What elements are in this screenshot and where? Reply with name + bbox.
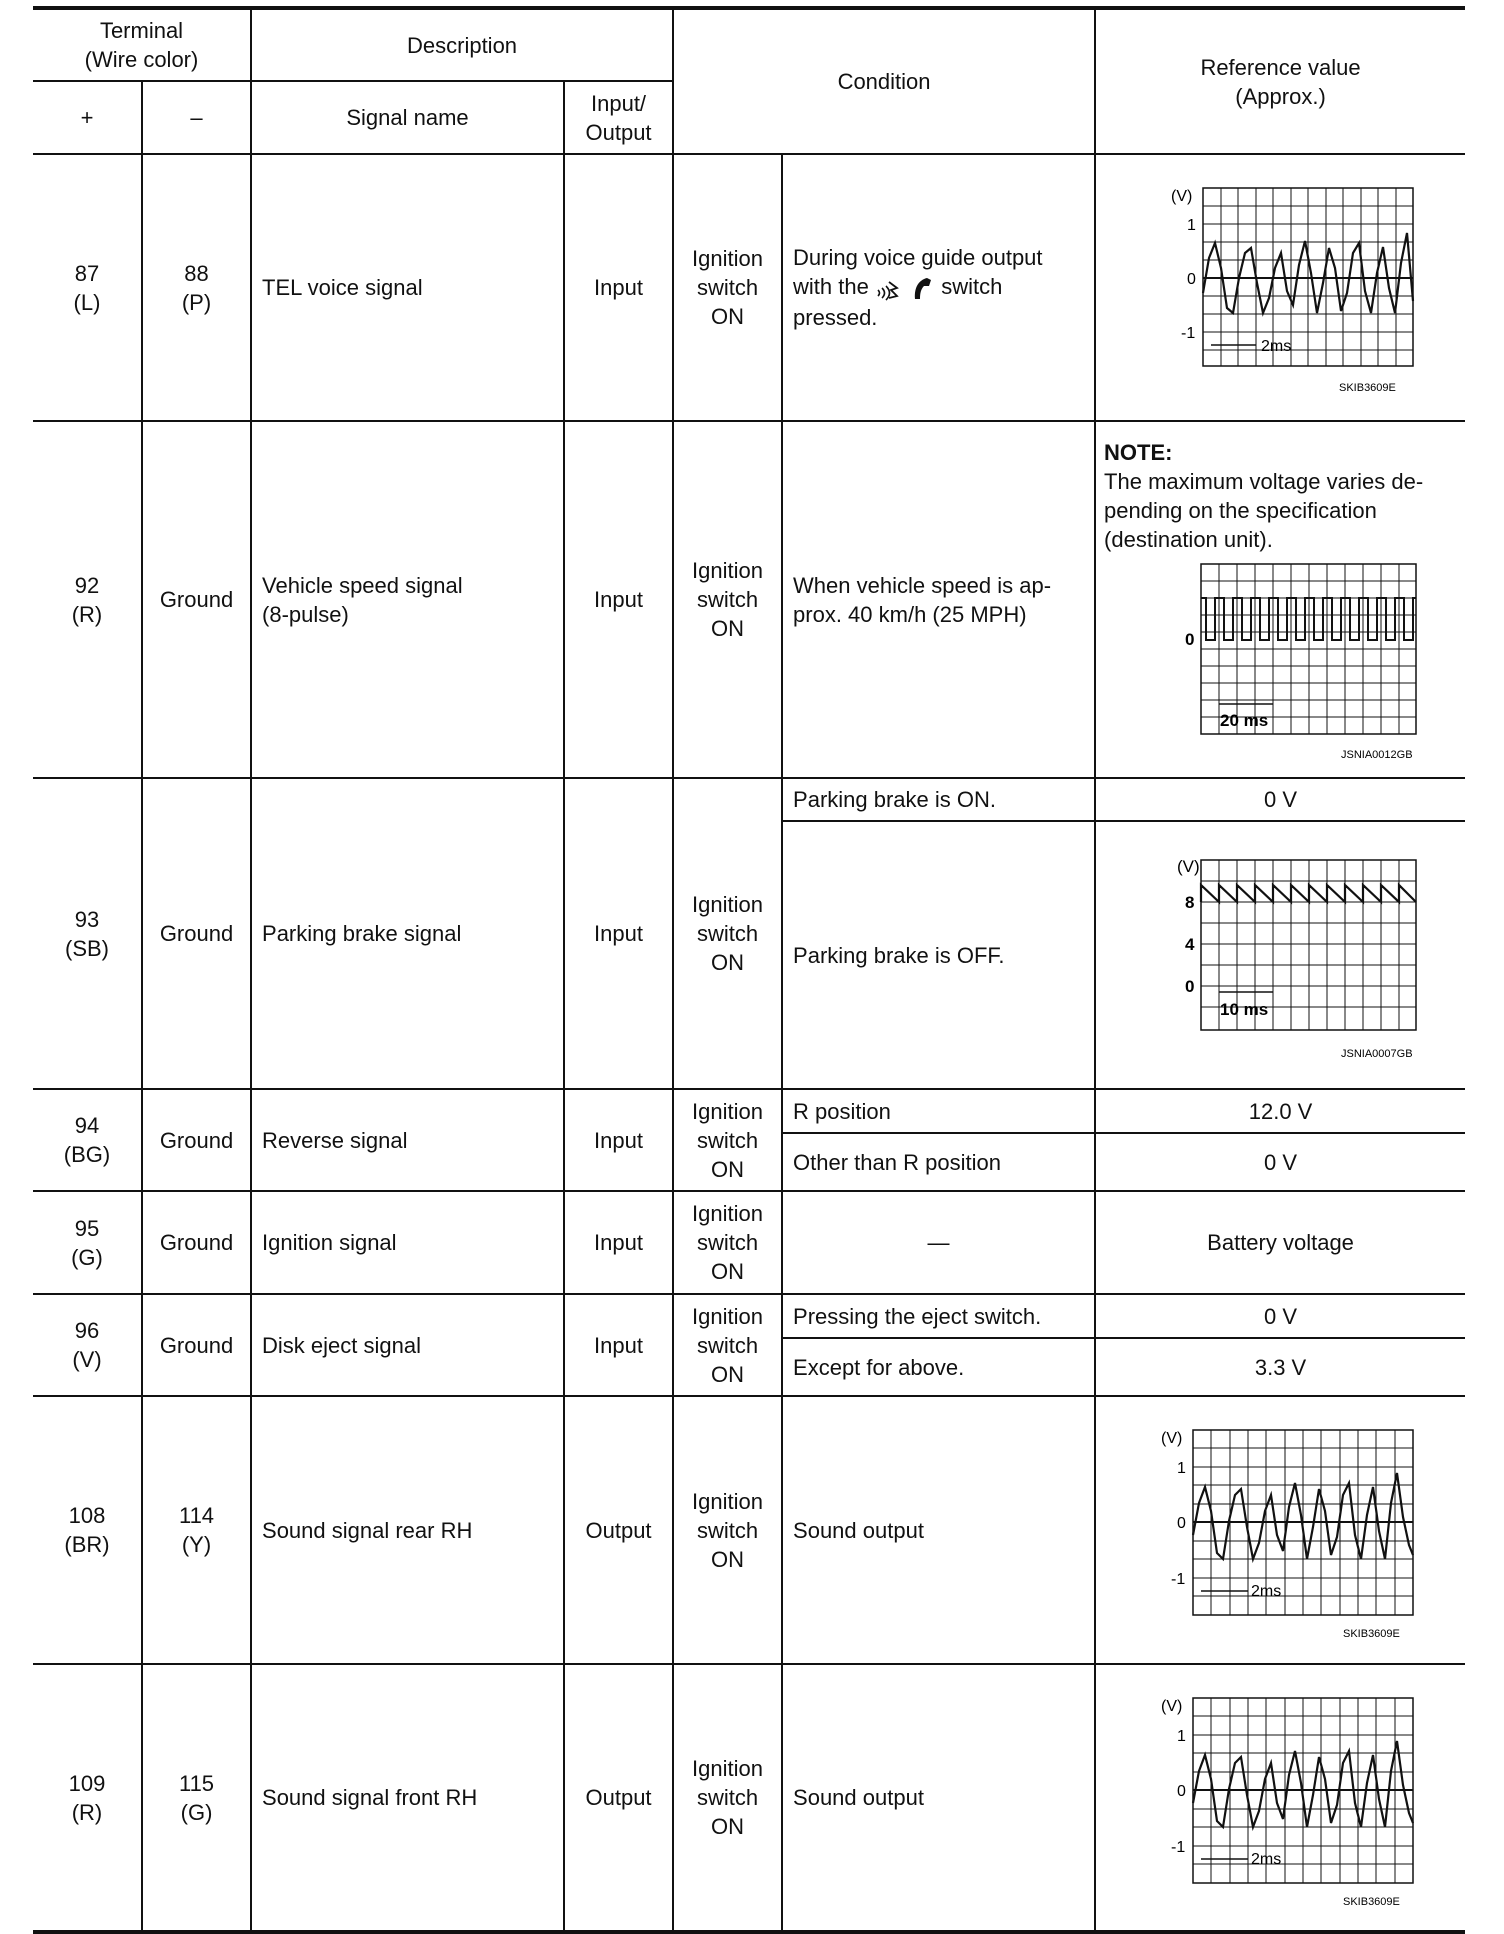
voice-recognition-icon	[875, 276, 903, 302]
wire-color: (BR)	[64, 1532, 110, 1557]
input-output: Input	[564, 1294, 673, 1396]
y-unit-label: (V)	[1170, 187, 1192, 205]
terminal-number: 88	[184, 260, 209, 286]
note-line: The maximum voltage varies de-	[1104, 468, 1424, 494]
wire-color: (G)	[180, 1799, 213, 1825]
reference-waveform-cell	[1095, 1664, 1465, 1932]
switch-word: switch	[696, 587, 759, 612]
y-tick-label: 4	[1184, 935, 1195, 954]
condition-text: R position	[782, 1089, 1095, 1133]
table-row	[33, 1294, 1465, 1338]
minus-terminal: Ground	[142, 1294, 251, 1396]
reference-value: 0 V	[1095, 778, 1465, 821]
signal-name-header: Signal name	[251, 81, 564, 154]
table-row	[33, 1191, 1465, 1294]
input-output: Input	[564, 1191, 673, 1294]
header-row-1	[33, 8, 1465, 81]
condition-line: pressed.	[793, 304, 878, 330]
table-row	[33, 1089, 1465, 1133]
input-output: Input	[564, 1089, 673, 1191]
wire-color: (SB)	[65, 935, 109, 961]
audio-waveform-chart	[1121, 173, 1441, 403]
plus-terminal	[33, 1664, 142, 1932]
ignition-condition	[673, 1294, 782, 1396]
plus-terminal	[33, 1191, 142, 1294]
audio-waveform-chart	[1121, 1683, 1441, 1913]
wire-color: (G)	[71, 1244, 103, 1270]
wire-color: (V)	[72, 1347, 102, 1372]
y-tick-label: 0	[1176, 1782, 1186, 1800]
table-row	[33, 778, 1465, 821]
input-output: Input	[564, 421, 673, 778]
y-unit-label: (V)	[1160, 1697, 1182, 1715]
minus-header: –	[142, 81, 251, 154]
terminal-number: 87	[74, 260, 100, 286]
wire-color: (P)	[181, 289, 212, 315]
input-output: Output	[564, 1396, 673, 1664]
y-tick-label: 0	[1186, 270, 1196, 288]
audio-waveform-chart	[1121, 1415, 1441, 1645]
terminal-number: 114	[178, 1503, 215, 1528]
condition-line: When vehicle speed is ap-	[793, 572, 1052, 598]
on-word: ON	[711, 950, 745, 975]
plus-terminal	[33, 1294, 142, 1396]
input-output-label-1: Input/	[591, 90, 647, 116]
signal-name: Reverse signal	[251, 1089, 564, 1191]
condition-text	[782, 154, 1095, 421]
wire-color: (Y)	[181, 1532, 212, 1557]
signal-line: Vehicle speed signal	[262, 572, 463, 598]
on-word: ON	[711, 304, 745, 329]
on-word: ON	[711, 1361, 745, 1387]
table-row	[33, 421, 1465, 778]
switch-word: switch	[696, 921, 759, 946]
ignition-condition	[673, 1089, 782, 1191]
condition-text: Sound output	[782, 1396, 1095, 1664]
minus-terminal: Ground	[142, 1089, 251, 1191]
terminal-number: 93	[74, 906, 100, 932]
reference-note-cell	[1095, 421, 1465, 778]
y-tick-label: -1	[1170, 1838, 1185, 1856]
condition-text: —	[782, 1191, 1095, 1294]
on-word: ON	[711, 1156, 745, 1182]
condition-text: Parking brake is ON.	[782, 778, 1095, 821]
table-row	[33, 1664, 1465, 1932]
input-output: Output	[564, 1664, 673, 1932]
terminal-number: 95	[74, 1215, 100, 1241]
terminal-label: Terminal	[99, 18, 184, 43]
figure-code: SKIB3609E	[1342, 1895, 1400, 1908]
terminal-table-page	[33, 6, 1465, 1934]
wire-color: (BG)	[63, 1142, 111, 1167]
ignition-word: Ignition	[692, 892, 763, 917]
terminal-number: 96	[74, 1318, 100, 1343]
reference-value-label: Reference value	[1200, 54, 1361, 80]
time-scale-label: 2ms	[1250, 1583, 1281, 1600]
parking-brake-waveform-chart	[1131, 845, 1431, 1065]
input-output-label-2: Output	[585, 119, 652, 145]
terminal-header	[33, 8, 251, 81]
terminal-number: 92	[74, 572, 100, 598]
plus-header: +	[33, 81, 142, 154]
y-tick-label: -1	[1180, 324, 1195, 342]
figure-code: JSNIA0007GB	[1340, 1048, 1413, 1060]
minus-terminal: Ground	[142, 778, 251, 1089]
reference-value: 12.0 V	[1095, 1089, 1465, 1133]
input-output-header	[564, 81, 673, 154]
y-tick-label: 1	[1186, 216, 1196, 234]
figure-code: SKIB3609E	[1338, 381, 1396, 394]
reference-value: Battery voltage	[1095, 1191, 1465, 1294]
signal-line: (8-pulse)	[262, 601, 349, 627]
condition-fragment: with the	[793, 274, 869, 300]
ignition-word: Ignition	[692, 1756, 763, 1781]
y-unit-label: (V)	[1160, 1430, 1182, 1447]
condition-header: Condition	[673, 8, 1095, 154]
condition-line-with-icons	[793, 272, 1084, 302]
condition-text: Pressing the eject switch.	[782, 1294, 1095, 1338]
note-line: (destination unit).	[1104, 526, 1273, 552]
signal-name: Ignition signal	[251, 1191, 564, 1294]
switch-word: switch	[696, 1230, 759, 1255]
y-tick-label: 1	[1176, 1460, 1186, 1477]
ignition-condition	[673, 154, 782, 421]
ignition-word: Ignition	[692, 1201, 763, 1226]
y-tick-label: 0	[1176, 1515, 1186, 1532]
condition-text: Other than R position	[782, 1133, 1095, 1191]
description-header: Description	[251, 8, 673, 81]
reference-value: 3.3 V	[1095, 1338, 1465, 1396]
ignition-condition	[673, 421, 782, 778]
ignition-word: Ignition	[692, 246, 763, 271]
switch-word: switch	[696, 1517, 759, 1543]
time-scale-label: 20 ms	[1219, 710, 1268, 730]
condition-line: During voice guide output	[793, 245, 1043, 271]
plus-terminal	[33, 421, 142, 778]
condition-text	[782, 421, 1095, 778]
note-title: NOTE:	[1104, 439, 1173, 465]
y-unit-label: (V)	[1176, 857, 1200, 876]
time-scale-label: 10 ms	[1219, 1000, 1268, 1019]
condition-fragment: switch	[941, 274, 1003, 300]
input-output: Input	[564, 154, 673, 421]
condition-text: Except for above.	[782, 1338, 1095, 1396]
minus-terminal	[142, 1396, 251, 1664]
table-row	[33, 154, 1465, 421]
signal-name	[251, 421, 564, 778]
signal-name: Sound signal front RH	[251, 1664, 564, 1932]
plus-terminal	[33, 778, 142, 1089]
terminal-number: 94	[74, 1113, 100, 1138]
wire-color: (L)	[73, 289, 101, 315]
ignition-word: Ignition	[692, 558, 763, 583]
switch-word: switch	[696, 1785, 759, 1810]
signal-name: Sound signal rear RH	[251, 1396, 564, 1664]
plus-terminal	[33, 1396, 142, 1664]
table-row	[33, 1396, 1465, 1664]
plus-terminal	[33, 1089, 142, 1191]
terminal-number: 109	[68, 1770, 106, 1796]
ignition-condition	[673, 1664, 782, 1932]
time-scale-label: 2ms	[1250, 1850, 1281, 1868]
ignition-word: Ignition	[692, 1098, 763, 1124]
zero-level-label: 0	[1184, 629, 1195, 649]
terminal-number: 108	[68, 1503, 106, 1528]
phone-icon	[909, 275, 935, 303]
minus-terminal	[142, 1664, 251, 1932]
switch-word: switch	[696, 1332, 759, 1358]
on-word: ON	[711, 1814, 745, 1839]
y-tick-label: 8	[1184, 893, 1195, 912]
reference-value: 0 V	[1095, 1133, 1465, 1191]
on-word: ON	[711, 1546, 745, 1572]
wire-color: (R)	[71, 601, 103, 627]
switch-word: switch	[696, 1127, 759, 1153]
ignition-condition	[673, 778, 782, 1089]
input-output: Input	[564, 778, 673, 1089]
condition-text: Parking brake is OFF.	[782, 821, 1095, 1089]
note-line: pending on the specification	[1104, 497, 1377, 523]
y-tick-label: 1	[1176, 1727, 1186, 1745]
signal-name: Disk eject signal	[251, 1294, 564, 1396]
condition-text: Sound output	[782, 1664, 1095, 1932]
approx-label: (Approx.)	[1235, 83, 1326, 109]
wire-color: (R)	[71, 1799, 103, 1825]
ignition-word: Ignition	[692, 1303, 763, 1329]
signal-name: TEL voice signal	[251, 154, 564, 421]
wire-color-label: (Wire color)	[84, 47, 199, 72]
y-tick-label: 0	[1184, 977, 1195, 996]
y-tick-label: -1	[1170, 1571, 1185, 1588]
reference-value-header	[1095, 8, 1465, 154]
figure-code: SKIB3609E	[1342, 1628, 1400, 1640]
plus-terminal	[33, 154, 142, 421]
minus-terminal: Ground	[142, 421, 251, 778]
time-scale-label: 2ms	[1260, 337, 1291, 355]
condition-line: prox. 40 km/h (25 MPH)	[793, 601, 1027, 627]
terminal-reference-table	[33, 6, 1465, 1934]
reference-waveform-cell	[1095, 1396, 1465, 1664]
terminal-number: 115	[178, 1770, 215, 1796]
minus-terminal: Ground	[142, 1191, 251, 1294]
switch-word: switch	[696, 275, 759, 300]
speed-pulse-chart	[1131, 554, 1431, 762]
reference-waveform-cell	[1095, 821, 1465, 1089]
ignition-word: Ignition	[692, 1488, 763, 1514]
ignition-condition	[673, 1191, 782, 1294]
on-word: ON	[711, 1259, 745, 1284]
on-word: ON	[711, 616, 745, 641]
signal-name: Parking brake signal	[251, 778, 564, 1089]
reference-value: 0 V	[1095, 1294, 1465, 1338]
ignition-condition	[673, 1396, 782, 1664]
minus-terminal	[142, 154, 251, 421]
reference-waveform-cell	[1095, 154, 1465, 421]
figure-code: JSNIA0012GB	[1340, 748, 1413, 761]
